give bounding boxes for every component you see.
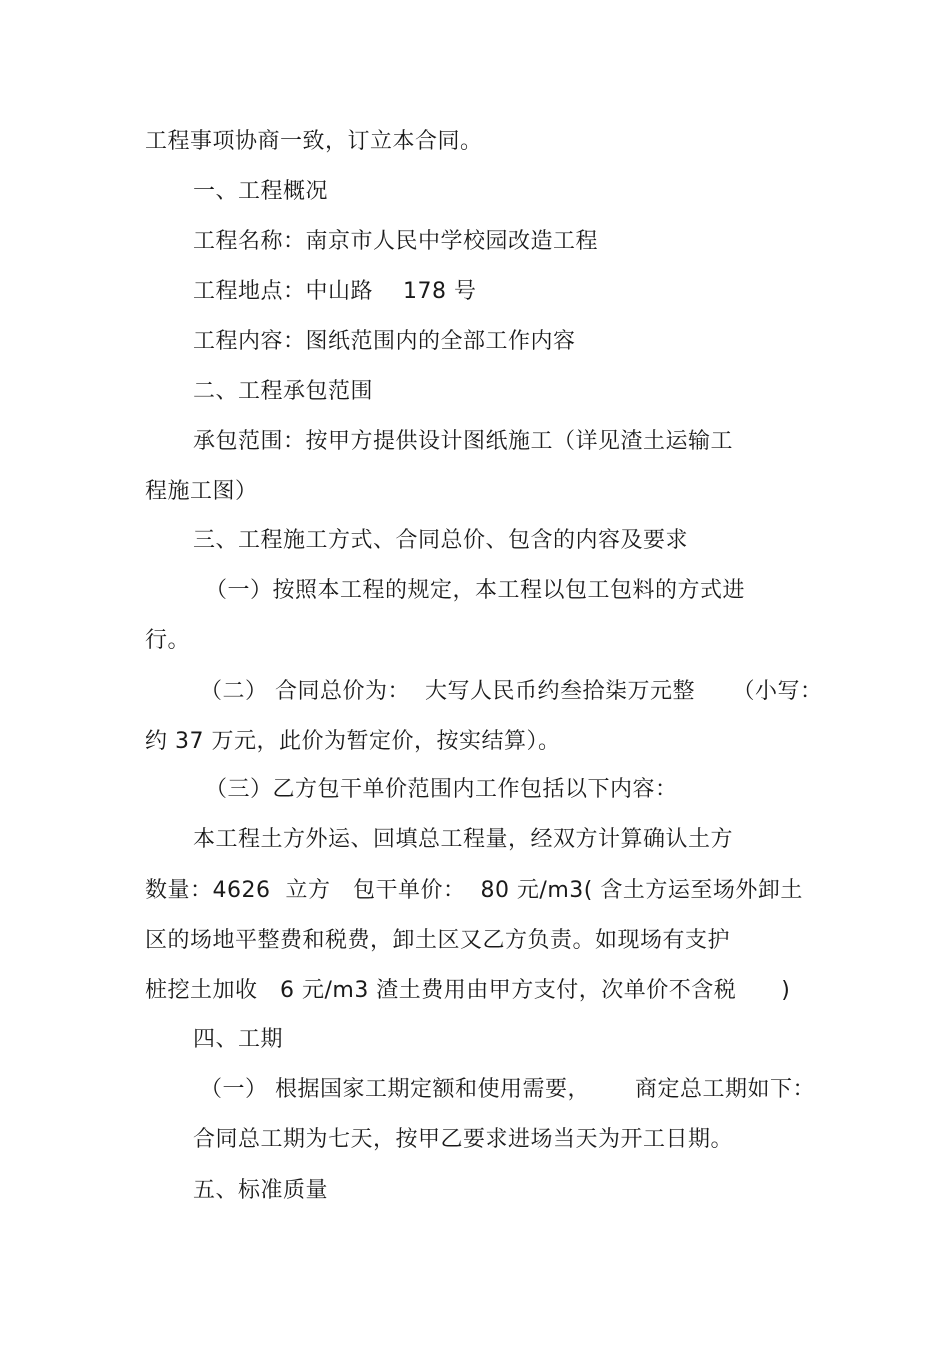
section-heading-project-overview: 一、工程概况 — [193, 179, 329, 204]
clause-1-continuation: 行。 — [145, 628, 191, 653]
project-name-line: 工程名称：南京市人民中学校园改造工程 — [193, 229, 599, 254]
contract-scope-line: 承包范围：按甲方提供设计图纸施工（详见渣土运输工 — [193, 429, 734, 454]
clause-2-continuation: 约 37 万元，此价为暂定价，按实结算）。 — [145, 729, 561, 754]
schedule-clause-line: （一） 根据国家工期定额和使用需要， 商定总工期如下： — [200, 1077, 815, 1102]
section-heading-contract-scope: 二、工程承包范围 — [193, 379, 374, 404]
project-content-line: 工程内容：图纸范围内的全部工作内容 — [193, 329, 576, 354]
clause-3-line: （三）乙方包干单价范围内工作包括以下内容： — [205, 777, 678, 802]
earthwork-paragraph-line: 本工程土方外运、回填总工程量，经双方计算确认土方 — [193, 827, 734, 852]
project-location-line: 工程地点：中山路 178 号 — [193, 279, 477, 304]
clause-1-line: （一）按照本工程的规定，本工程以包工包料的方式进 — [205, 578, 746, 603]
section-heading-quality: 五、标准质量 — [193, 1178, 329, 1203]
schedule-duration-line: 合同总工期为七天，按甲乙要求进场当天为开工日期。 — [193, 1127, 734, 1152]
earthwork-paragraph-line: 桩挖土加收 6 元/m3 渣土费用由甲方支付，次单价不含税 ) — [145, 978, 791, 1003]
section-heading-schedule: 四、工期 — [193, 1027, 284, 1052]
earthwork-paragraph-line: 区的场地平整费和税费，卸土区又乙方负责。如现场有支护 — [145, 928, 731, 953]
earthwork-paragraph-line: 数量：4626 立方 包干单价： 80 元/m3( 含土方运至场外卸土 — [145, 878, 803, 903]
section-heading-construction-method: 三、工程施工方式、合同总价、包含的内容及要求 — [193, 528, 689, 553]
text-line: 工程事项协商一致，订立本合同。 — [145, 129, 483, 154]
contract-scope-continuation: 程施工图） — [145, 479, 258, 504]
clause-2-line: （二） 合同总价为： 大写人民币约叁拾柒万元整 （小写： — [200, 679, 823, 704]
